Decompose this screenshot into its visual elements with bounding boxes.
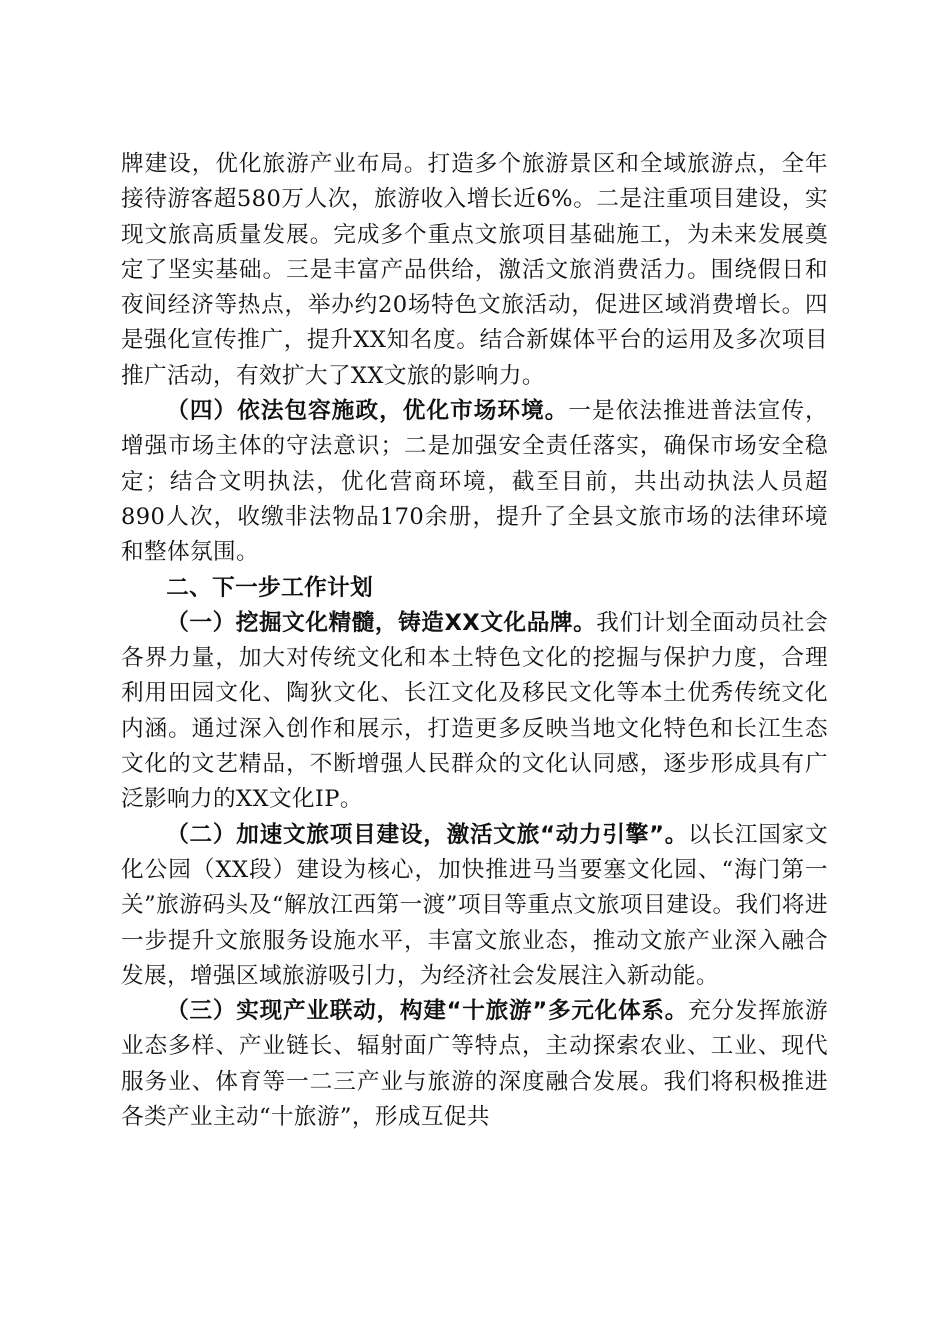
paragraph-tourism-summary — [121, 147, 828, 394]
paragraph-culture-brand — [121, 606, 828, 818]
paragraph-body: 我们计划全面动员社会各界力量，加大对传统文化和本土特色文化的挖掘与保护力度，合理利用田园文化、陶狄文化、长江文化及移民文化等本土优秀传统文化内涵。通过深入创作和展示，打造更多反映当地文化特色和长江生态文化的文艺精品，不断增强人民群众的文化认同感，逐步形成具有广泛影响力的XX文化IP。 — [121, 609, 828, 813]
paragraph-project-construction — [121, 818, 828, 994]
paragraph-law-enforcement — [121, 394, 828, 570]
paragraph-body: 牌建设，优化旅游产业布局。打造多个旅游景区和全域旅游点，全年接待游客超580万人次，旅游收入增长近6%。二是注重项目建设，实现文旅高质量发展。完成多个重点文旅项目基础施工，为未来发展奠定了坚实基础。三是丰富产品供给，激活文旅消费活力。围绕假日和夜间经济等热点，举办约20场特色文旅活动，促进区域消费增长。四是强化宣传推广，提升XX知名度。结合新媒体平台的运用及多次项目推广活动，有效扩大了XX文旅的影响力。 — [121, 151, 828, 389]
paragraph-lead: （四）依法包容施政，优化市场环境。 — [166, 398, 569, 425]
paragraph-body: 以长江国家文化公园（XX段）建设为核心，加快推进马当要塞文化园、“海门第一关”旅游码头及“解放江西第一渡”项目等重点文旅项目建设。我们将进一步提升文旅服务设施水平，丰富文旅业态，推动文旅产业深入融合发展，增强区域旅游吸引力，为经济社会发展注入新动能。 — [121, 821, 828, 989]
paragraph-lead: （三）实现产业联动，构建“十旅游”多元化体系。 — [166, 998, 689, 1025]
paragraph-industry-linkage — [121, 994, 828, 1135]
paragraph-lead: （一）挖掘文化精髓，铸造XX文化品牌。 — [166, 609, 597, 636]
paragraph-lead: （二）加速文旅项目建设，激活文旅“动力引擎”。 — [166, 821, 689, 848]
paragraph-body: 一是依法推进普法宣传，增强市场主体的守法意识；二是加强安全责任落实，确保市场安全稳定；结合文明执法，优化营商环境，截至目前，共出动执法人员超890人次，收缴非法物品170余册，提升了全县文旅市场的法律环境和整体氛围。 — [121, 398, 828, 566]
paragraph-body: 充分发挥旅游业态多样、产业链长、辐射面广等特点，主动探索农业、工业、现代服务业、体育等一二三产业与旅游的深度融合发展。我们将积极推进各类产业主动“十旅游”，形成互促共 — [121, 998, 828, 1131]
section-heading: 二、下一步工作计划 — [166, 574, 374, 601]
document-page — [121, 147, 828, 1135]
